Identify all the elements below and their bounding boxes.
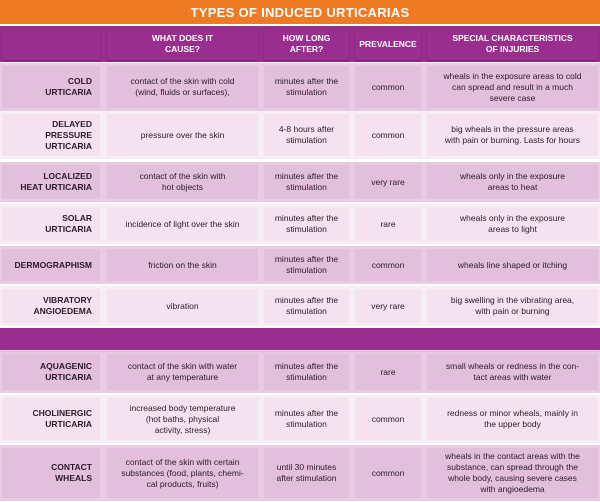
cell-prevalence: common: [355, 448, 421, 498]
header-special: SPECIAL CHARACTERISTICS OF INJURIES: [427, 28, 598, 60]
cell-prevalence: common: [355, 66, 421, 108]
cell-prevalence: common: [355, 114, 421, 156]
cell-cause: increased body temperature (hot baths, physical activity, stress): [107, 398, 258, 440]
cell-special: wheals only in the exposure areas to heat: [427, 165, 598, 199]
cell-special: wheals in the exposure areas to cold can spread and result in a much severe case: [427, 66, 598, 108]
cell-cause: contact of the skin with hot objects: [107, 165, 258, 199]
cell-cause: contact of the skin with water at any temperature: [107, 354, 258, 390]
cell-cause: vibration: [107, 289, 258, 323]
cell-prevalence: very rare: [355, 165, 421, 199]
cell-cause: contact of the skin with certain substances (food, plants, chemi- cal products, fruits): [107, 448, 258, 498]
cell-prevalence: common: [355, 249, 421, 281]
cell-special: big swelling in the vibrating area, with pain or burning: [427, 289, 598, 323]
cell-type: SOLAR URTICARIA: [2, 207, 100, 241]
cell-prevalence: rare: [355, 207, 421, 241]
cell-special: big wheals in the pressure areas with pain or burning. Lasts for hours: [427, 114, 598, 156]
cell-prevalence: common: [355, 398, 421, 440]
cell-type: DERMOGRAPHISM: [2, 249, 100, 281]
cell-special: wheals line shaped or itching: [427, 249, 598, 281]
cell-how-long: until 30 minutes after stimulation: [264, 448, 349, 498]
header-cause: WHAT DOES IT CAUSE?: [107, 28, 258, 60]
cell-how-long: minutes after the stimulation: [264, 289, 349, 323]
cell-how-long: minutes after the stimulation: [264, 398, 349, 440]
cell-prevalence: very rare: [355, 289, 421, 323]
cell-how-long: minutes after the stimulation: [264, 249, 349, 281]
cell-cause: pressure over the skin: [107, 114, 258, 156]
cell-type: AQUAGENIC URTICARIA: [2, 354, 100, 390]
cell-how-long: minutes after the stimulation: [264, 354, 349, 390]
cell-special: wheals only in the exposure areas to light: [427, 207, 598, 241]
header-prevalence: PREVALENCE: [355, 28, 421, 60]
cell-how-long: 4-8 hours after stimulation: [264, 114, 349, 156]
header-type: [2, 28, 100, 60]
cell-cause: incidence of light over the skin: [107, 207, 258, 241]
cell-cause: contact of the skin with cold (wind, fluids or surfaces),: [107, 66, 258, 108]
cell-type: LOCALIZED HEAT URTICARIA: [2, 165, 100, 199]
cell-prevalence: rare: [355, 354, 421, 390]
cell-special: wheals in the contact areas with the substance, can spread through the whole body, causing severe cases with angioedema: [427, 448, 598, 498]
cell-type: DELAYED PRESSURE URTICARIA: [2, 114, 100, 156]
cell-type: COLD URTICARIA: [2, 66, 100, 108]
cell-how-long: minutes after the stimulation: [264, 165, 349, 199]
cell-special: redness or minor wheals, mainly in the upper body: [427, 398, 598, 440]
header-how-long: HOW LONG AFTER?: [264, 28, 349, 60]
section-separator: [0, 328, 600, 350]
cell-type: CONTACT WHEALS: [2, 448, 100, 498]
cell-special: small wheals or redness in the con- tact areas with water: [427, 354, 598, 390]
cell-cause: friction on the skin: [107, 249, 258, 281]
cell-type: CHOLINERGIC URTICARIA: [2, 398, 100, 440]
table-title: TYPES OF INDUCED URTICARIAS: [0, 0, 600, 24]
cell-how-long: minutes after the stimulation: [264, 207, 349, 241]
cell-type: VIBRATORY ANGIOEDEMA: [2, 289, 100, 323]
cell-how-long: minutes after the stimulation: [264, 66, 349, 108]
